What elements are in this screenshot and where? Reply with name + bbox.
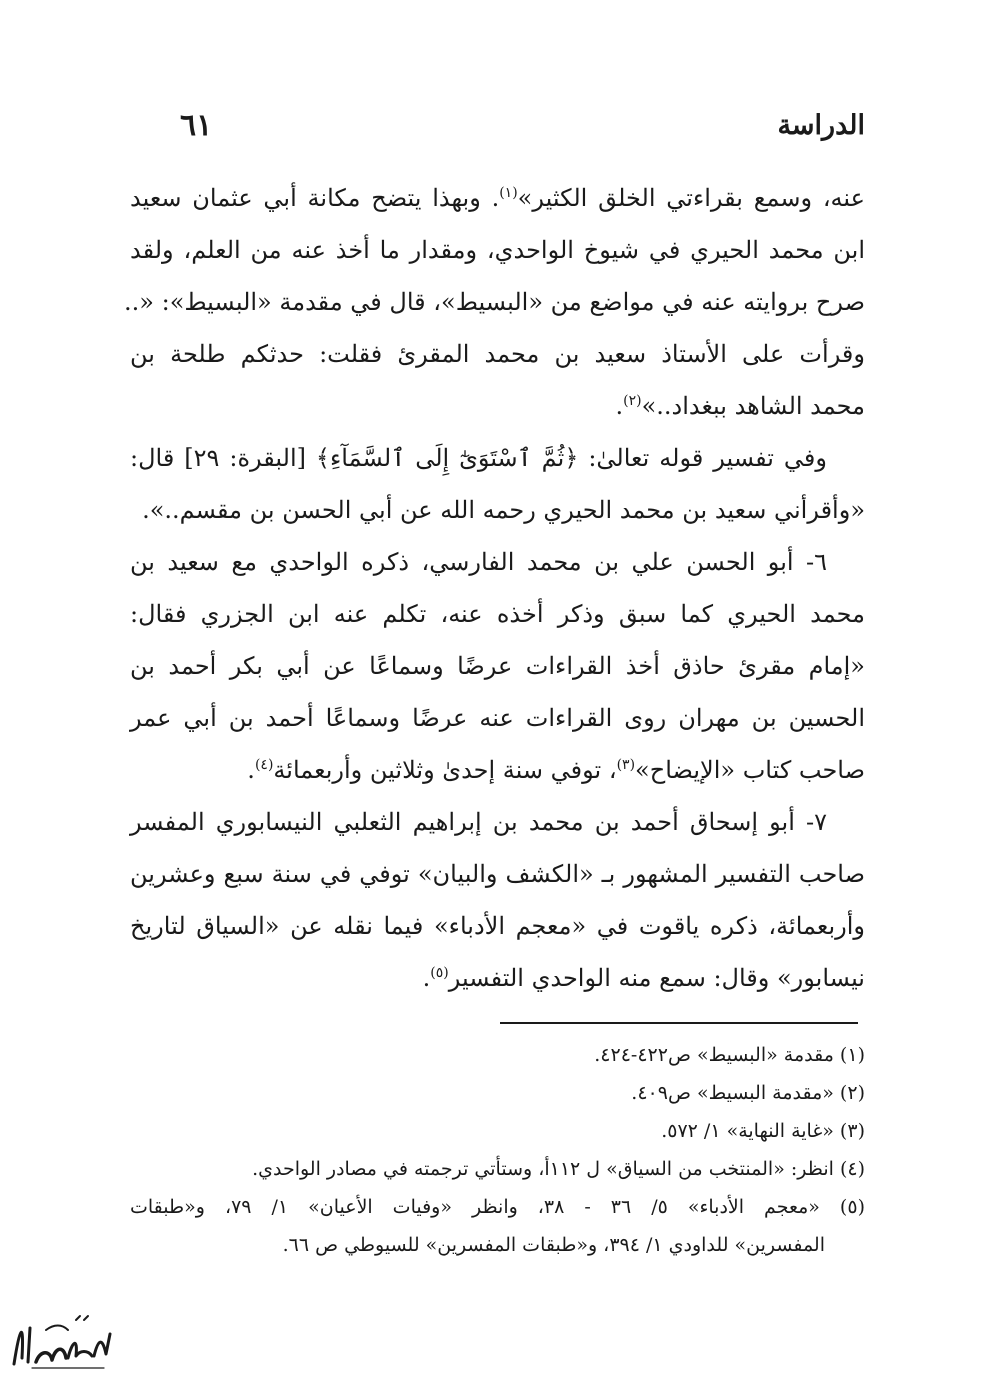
text-line: صاحب التفسير المشهور بـ «الكشف والبيان» توفي في سنة سبع وعشرين (130, 860, 865, 888)
text-segment: . (615, 392, 624, 420)
text-line: ٦- أبو الحسن علي بن محمد الفارسي، ذكره الواحدي مع سعيد بن (130, 548, 827, 576)
calligraphic-signature-logo-icon (6, 1306, 116, 1378)
main-text (124, 172, 865, 1004)
text-segment: عنه، وسمع بقراءتي الخلق الكثير» (517, 184, 865, 212)
text-line (130, 952, 865, 1004)
logo-drawing (6, 1306, 116, 1378)
text-segment: ، توفي سنة إحدىٰ وثلاثين وأربعمائة (273, 756, 617, 784)
text-segment: محمد الشاهد ببغداد..» (641, 392, 865, 420)
text-segment: . (422, 964, 431, 992)
text-line: محمد الحيري كما سبق وذكر أخذه عنه، تكلم عنه ابن الجزري فقال: (130, 600, 865, 628)
footnote: (٥) «معجم الأدباء» ٥/ ٣٦ - ٣٨، وانظر «وفيات الأعيان» ١/ ٧٩، و«طبقات (130, 1196, 865, 1218)
paragraph-4 (130, 796, 865, 1004)
paragraph-3 (130, 536, 865, 796)
footnote: (١) مقدمة «البسيط» ص٤٢٢-٤٢٤. (594, 1044, 865, 1066)
footnote: (٢) «مقدمة البسيط» ص٤٠٩. (631, 1082, 865, 1104)
text-line: صرح بروايته عنه في مواضع من «البسيط»، قال في مقدمة «البسيط»: «.. (124, 288, 865, 316)
footnote-ref: (٢) (623, 393, 642, 409)
page-number: ٦١ (180, 108, 213, 143)
footnotes (130, 1036, 865, 1264)
text-line: الحسين بن مهران روى القراءات عنه عرضًا وسماعًا أحمد بن أبي عمر (130, 704, 865, 732)
footnote: (٤) انظر: «المنتخب من السياق» ل ١١٢أ، وستأتي ترجمته في مصادر الواحدي. (252, 1158, 865, 1180)
paragraph-1 (124, 172, 865, 432)
footnote-ref: (١) (499, 185, 518, 201)
text-line: ابن محمد الحيري في شيوخ الواحدي، ومقدار ما أخذ عنه من العلم، ولقد (130, 236, 865, 264)
text-segment: نيسابور» وقال: سمع منه الواحدي التفسير (448, 964, 865, 992)
footnote-ref: (٣) (616, 757, 636, 773)
paragraph-2 (130, 432, 865, 536)
text-segment: . (247, 756, 255, 784)
text-segment: . وبهذا يتضح مكانة أبي عثمان سعيد (130, 184, 500, 212)
text-line (130, 380, 865, 432)
text-line: ٧- أبو إسحاق أحمد بن محمد بن إبراهيم الثعلبي النيسابوري المفسر (130, 808, 828, 836)
footnote-divider (500, 1022, 858, 1024)
text-line: «إمام مقرئ حاذق أخذ القراءات عرضًا وسماعًا عن أبي بكر أحمد بن (130, 652, 865, 680)
text-segment: صاحب كتاب «الإيضاح» (635, 756, 865, 784)
text-line (130, 172, 865, 224)
footnote-ref: (٤) (254, 757, 274, 773)
footnote: (٣) «غاية النهاية» ١/ ٥٧٢. (661, 1120, 865, 1142)
text-line: وقرأت على الأستاذ سعيد بن محمد المقرئ فقلت: حدثكم طلحة بن (130, 340, 865, 368)
text-line: وأربعمائة، ذكره ياقوت في «معجم الأدباء» فيما نقله عن «السياق لتاريخ (130, 912, 865, 940)
footnote-ref: (٥) (430, 965, 449, 981)
running-title: الدراسة (777, 110, 865, 141)
text-line: «وأقرأني سعيد بن محمد الحيري رحمه الله عن أبي الحسن بن مقسم..». (142, 496, 865, 524)
footnote-continuation: المفسرين» للداودي ١/ ٣٩٤، و«طبقات المفسرين» للسيوطي ص ٦٦. (282, 1234, 825, 1256)
text-line: وفي تفسير قوله تعالىٰ: ﴿ثُمَّ ٱسْتَوَىٰٓ إِلَى ٱلسَّمَآءِ﴾ [البقرة: ٢٩] قال: (130, 444, 827, 472)
text-line (130, 744, 865, 796)
